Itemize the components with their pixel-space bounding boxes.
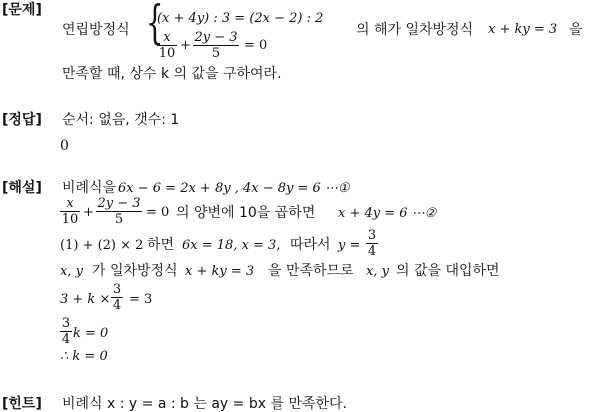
frac-numerator: 3 bbox=[367, 228, 377, 243]
solution-line4-text2: 을 만족하므로 bbox=[268, 263, 354, 279]
solution-line1-math: 6x − 6 = 2x + 8y , 4x − 8y = 6 ⋯① bbox=[118, 181, 350, 196]
problem-tail: 을 bbox=[569, 22, 583, 38]
solution-line1-text: 비례식을 bbox=[62, 180, 117, 196]
solution-line2-text: 의 양변에 10을 곱하면 bbox=[176, 205, 316, 221]
solution-line5-rest: = 3 bbox=[129, 292, 153, 307]
solution-line6-rest: k = 0 bbox=[73, 326, 109, 341]
hint-label: [힌트] bbox=[2, 396, 42, 412]
solution-line3-math3: y = bbox=[338, 238, 361, 253]
solution-conclusion: ∴ k = 0 bbox=[60, 349, 108, 364]
problem-intro: 연립방정식 bbox=[62, 22, 130, 38]
system-eq2-plus: + bbox=[180, 38, 191, 53]
linear-equation: x + ky = 3 bbox=[488, 22, 558, 37]
frac-denominator: 10 bbox=[61, 212, 79, 227]
frac-numerator: 2y − 3 bbox=[194, 30, 238, 45]
answer-value: 0 bbox=[60, 138, 69, 154]
answer-label: [정답] bbox=[2, 112, 42, 128]
problem-mid-text: 의 해가 일차방정식 bbox=[356, 22, 474, 38]
solution-line4-text1: 가 일차방정식 bbox=[92, 263, 178, 279]
frac-denominator: 4 bbox=[61, 332, 71, 347]
solution-line5-frac bbox=[111, 282, 123, 313]
solution-label: [해설] bbox=[2, 180, 42, 196]
system-eq2-frac2 bbox=[193, 30, 239, 61]
solution-line2-plus: + bbox=[83, 205, 94, 220]
solution-line2-frac2 bbox=[96, 196, 142, 227]
frac-numerator: 3 bbox=[61, 316, 71, 331]
problem-label: [문제] bbox=[2, 2, 42, 18]
solution-line5-math: 3 + k × bbox=[60, 292, 111, 307]
solution-line3-text2: 따라서 bbox=[290, 237, 331, 253]
problem-line2: 만족할 때, 상수 k 의 값을 구하여라. bbox=[62, 66, 282, 82]
frac-numerator: x bbox=[163, 30, 171, 45]
frac-numerator: 3 bbox=[112, 282, 122, 297]
solution-line4-text3: 의 값을 대입하면 bbox=[396, 263, 500, 279]
frac-numerator: x bbox=[66, 196, 74, 211]
frac-numerator: 2y − 3 bbox=[97, 196, 141, 211]
solution-line2-eq: = 0 bbox=[146, 205, 170, 220]
frac-denominator: 5 bbox=[211, 46, 221, 61]
solution-line3-frac bbox=[366, 228, 378, 259]
frac-denominator: 4 bbox=[112, 298, 122, 313]
solution-line6-frac bbox=[60, 316, 72, 347]
frac-denominator: 5 bbox=[114, 212, 124, 227]
hint-text: 비례식 x : y = a : b 는 ay = bx 를 만족한다. bbox=[62, 396, 347, 412]
solution-line3-math1: (1) + (2) × 2 bbox=[60, 238, 144, 253]
solution-line4-math1: x, y bbox=[60, 264, 83, 279]
answer-meta: 순서: 없음, 갯수: 1 bbox=[62, 112, 180, 128]
solution-line3-text1: 하면 bbox=[147, 237, 175, 253]
solution-line2-frac1 bbox=[60, 196, 80, 227]
solution-line4-math3: x, y bbox=[366, 264, 389, 279]
system-eq1: (x + 4y) : 3 = (2x − 2) : 2 bbox=[157, 11, 324, 26]
frac-denominator: 4 bbox=[367, 244, 377, 259]
system-eq2-rhs: = 0 bbox=[244, 38, 268, 53]
solution-line2-math: x + 4y = 6 ⋯② bbox=[338, 206, 437, 221]
frac-denominator: 10 bbox=[158, 46, 176, 61]
system-eq2-frac1 bbox=[157, 30, 177, 61]
system-brace: { bbox=[146, 0, 164, 49]
solution-line4-math2: x + ky = 3 bbox=[185, 264, 255, 279]
solution-line3-math2: 6x = 18, x = 3, bbox=[182, 238, 281, 253]
